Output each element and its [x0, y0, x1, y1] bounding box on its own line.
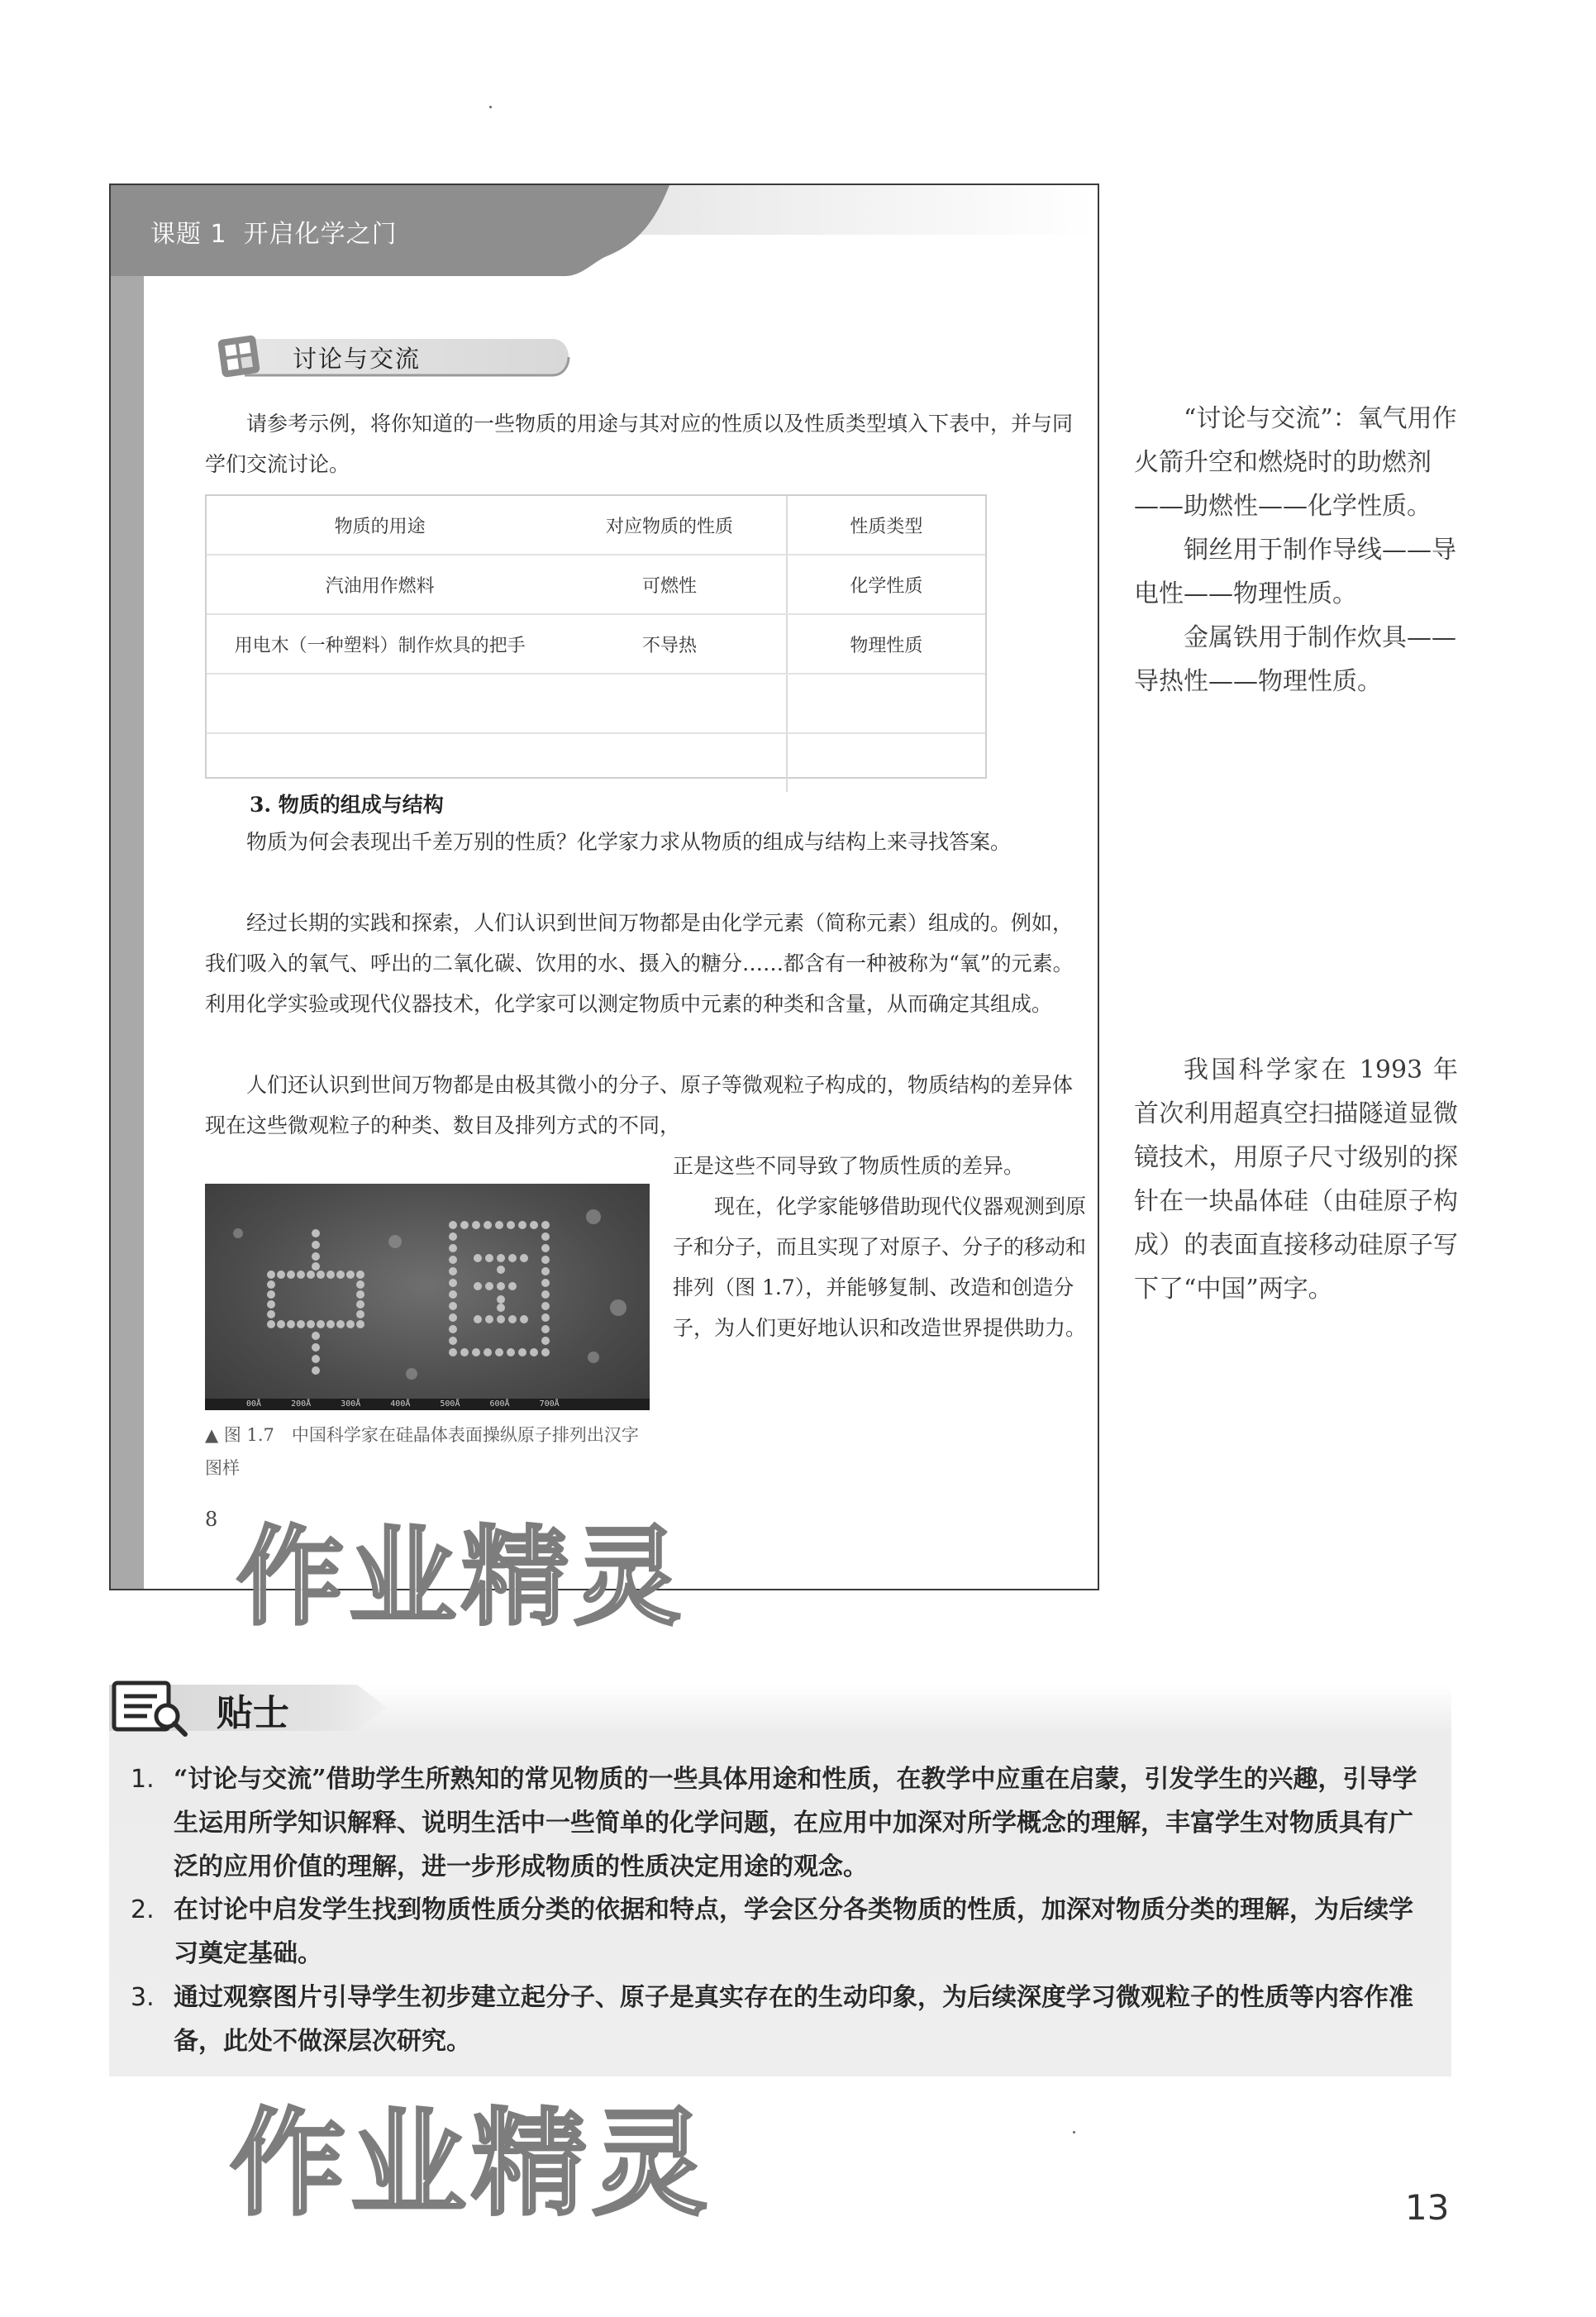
table-cell	[787, 733, 985, 792]
paragraph: 正是这些不同导致了物质性质的差异。	[673, 1154, 1025, 1178]
lesson-title: 开启化学之门	[243, 220, 398, 249]
table-cell: 物理性质	[787, 614, 985, 674]
table-header: 性质类型	[787, 496, 985, 555]
margin-note-discussion	[1134, 397, 1458, 703]
table-cell	[207, 733, 553, 792]
paragraph: 现在，化学家能够借助现代仪器观测到原子和分子，而且实现了对原子、分子的移动和排列（图 1.7），并能够复制、改造和创造分子，为人们更好地认识和改造世界提供助力。	[673, 1194, 1087, 1340]
tip-number: 1.	[131, 1765, 155, 1794]
paragraph: 经过长期的实践和探索，人们认识到世间万物都是由化学元素（简称元素）组成的。例如，我们吸入的氧气、呼出的二氧化碳、饮用的水、摄入的糖分……都含有一种被称为“氧”的元素。利用化学实验或现代仪器技术，化学家可以测定物质中元素的种类和含量，从而确定其组成。	[205, 911, 1074, 1016]
scan-speck	[1073, 2131, 1075, 2133]
book-page-number: 8	[205, 1508, 218, 1531]
discussion-intro: 请参考示例，将你知道的一些物质的用途与其对应的性质以及性质类型填入下表中，并与同学们交流讨论。	[205, 412, 1074, 476]
margin-note-stm: 我国科学家在 1993 年首次利用超真空扫描隧道显微镜技术，用原子尺寸级别的探针在一块晶体硅（由硅原子构成）的表面直接移动硅原子写下了“中国”两字。	[1134, 1056, 1458, 1304]
table-header: 物质的用途	[207, 496, 553, 555]
table-cell	[207, 674, 553, 733]
atom-characters-image	[205, 1184, 650, 1399]
lesson-label	[150, 213, 414, 250]
paragraph-wrap	[673, 1146, 1086, 1348]
stm-scale-bar: 00Å 200Å 300Å 400Å 500Å 600Å 700Å	[205, 1399, 650, 1410]
section-heading: 3. 物质的组成与结构	[250, 793, 444, 817]
tip-text: 在讨论中启发学生找到物质性质分类的依据和特点，学会区分各类物质的性质，加深对物质分类的理解，为后续学习奠定基础。	[174, 1895, 1413, 1968]
stm-image	[205, 1184, 650, 1410]
table-cell: 用电木（一种塑料）制作炊具的把手	[207, 614, 553, 674]
table-cell	[553, 674, 787, 733]
page-edge-strip	[111, 185, 144, 1589]
watermark: 作业精灵	[230, 2097, 713, 2232]
page-number: 13	[1405, 2187, 1450, 2228]
table-cell: 化学性质	[787, 555, 985, 614]
tip-text: 通过观察图片引导学生初步建立起分子、原子是真实存在的生动印象，为后续深度学习微观粒子的性质等内容作准备，此处不做深层次研究。	[174, 1983, 1413, 2056]
notes-magnifier-icon	[111, 1675, 193, 1741]
table-cell: 可燃性	[553, 555, 787, 614]
table-row	[207, 555, 985, 614]
table-row	[207, 614, 985, 674]
paragraph: 人们还认识到世间万物都是由极其微小的分子、原子等微观粒子构成的，物质结构的差异体现在这些微观粒子的种类、数目及排列方式的不同，	[205, 1073, 1074, 1137]
table-header-row	[207, 496, 985, 555]
watermark: 作业精灵	[236, 1514, 687, 1640]
textbook-page	[109, 184, 1099, 1590]
table-cell	[553, 733, 787, 792]
lesson-header	[111, 185, 1098, 276]
tip-item	[131, 1757, 1436, 1889]
margin-note-line: 铜丝用于制作导线——导电性——物理性质。	[1134, 536, 1456, 608]
figure-caption: ▲ 图 1.7 中国科学家在硅晶体表面操纵原子排列出汉字图样	[205, 1425, 639, 1478]
scan-speck	[489, 106, 492, 108]
lesson-number: 课题 1	[150, 220, 227, 249]
paragraph: 物质为何会表现出千差万别的性质？化学家力求从物质的组成与结构上来寻找答案。	[246, 830, 1012, 854]
table-cell: 不导热	[553, 614, 787, 674]
discussion-title: 讨论与交流	[293, 345, 422, 373]
tip-item	[131, 1888, 1436, 1976]
margin-note-line: “讨论与交流”：氧气用作火箭升空和燃烧时的助燃剂——助燃性——化学性质。	[1134, 404, 1457, 521]
table-cell: 汽油用作燃料	[207, 555, 553, 614]
tip-number: 3.	[131, 1983, 155, 2012]
tip-number: 2.	[131, 1895, 155, 1924]
tips-title: 贴士	[217, 1692, 289, 1734]
puzzle-icon	[217, 335, 260, 378]
margin-note-line: 金属铁用于制作炊具——导热性——物理性质。	[1134, 623, 1456, 696]
table-cell	[787, 674, 985, 733]
tip-text: “讨论与交流”借助学生所熟知的常见物质的一些具体用途和性质，在教学中应重在启蒙，引发学生的兴趣，引导学生运用所学知识解释、说明生活中一些简单的化学问题，在应用中加深对所学概念的理解，丰富学生对物质具有广泛的应用价值的理解，进一步形成物质的性质决定用途的观念。	[174, 1765, 1417, 1881]
property-table	[205, 494, 987, 779]
table-row	[207, 674, 985, 733]
tip-item	[131, 1976, 1436, 2063]
table-header: 对应物质的性质	[553, 496, 787, 555]
table-row	[207, 733, 985, 792]
